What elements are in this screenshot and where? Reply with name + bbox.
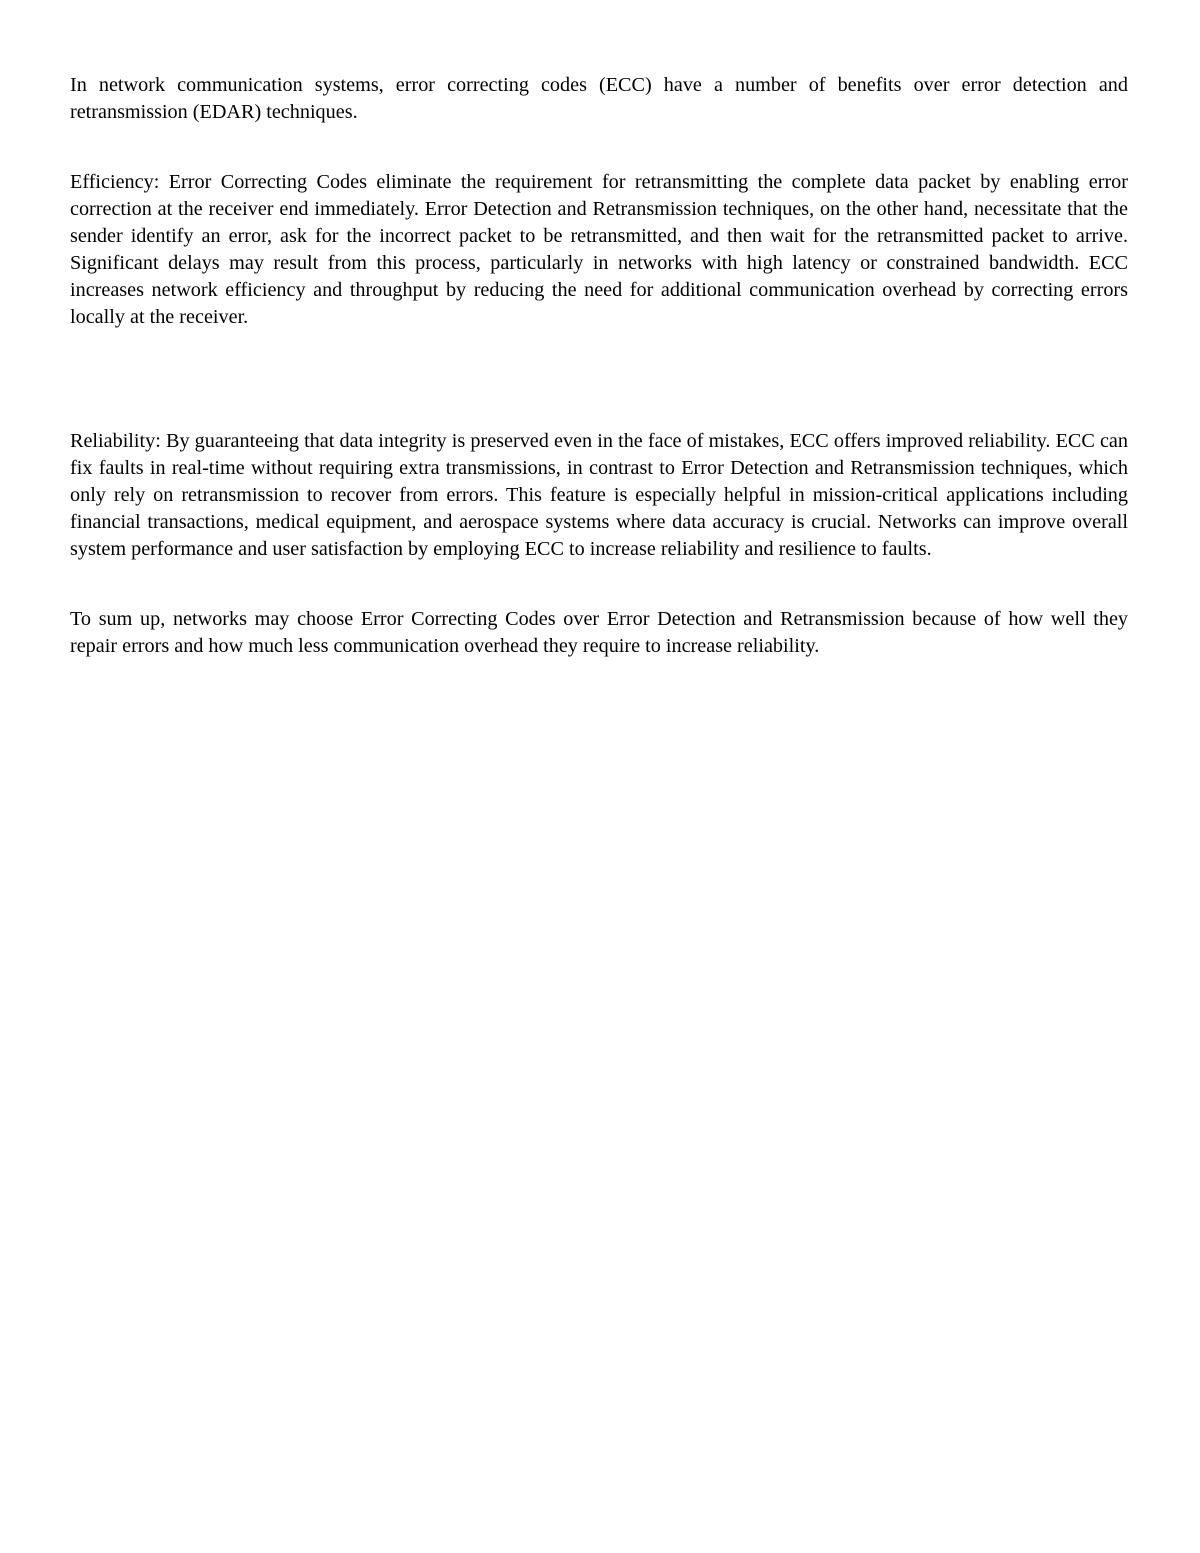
intro-paragraph: In network communication systems, error correcting codes (ECC) have a number of benefits over error detection and retransmission (EDAR) techniques. (70, 74, 1128, 123)
reliability-paragraph: Reliability: By guaranteeing that data integrity is preserved even in the face of mistakes, ECC offers improved reliability. ECC can fix faults in real-time without requiring extra transmissions, in contrast to Error Detection and Retransmission techniques, which only rely on retransmission to recover from errors. This feature is especially helpful in mission-critical applications including financial transactions, medical equipment, and aerospace systems where data accuracy is crucial. Networks can improve overall system performance and user satisfaction by employing ECC to increase reliability and resilience to faults. (70, 430, 1128, 560)
document-body (70, 72, 1128, 660)
conclusion-paragraph: To sum up, networks may choose Error Correcting Codes over Error Detection and Retransmission because of how well they repair errors and how much less communication overhead they require to increase reliability. (70, 608, 1128, 657)
efficiency-paragraph: Efficiency: Error Correcting Codes eliminate the requirement for retransmitting the complete data packet by enabling error correction at the receiver end immediately. Error Detection and Retransmission techniques, on the other hand, necessitate that the sender identify an error, ask for the incorrect packet to be retransmitted, and then wait for the retransmitted packet to arrive. Significant delays may result from this process, particularly in networks with high latency or constrained bandwidth. ECC increases network efficiency and throughput by reducing the need for additional communication overhead by correcting errors locally at the receiver. (70, 171, 1128, 328)
